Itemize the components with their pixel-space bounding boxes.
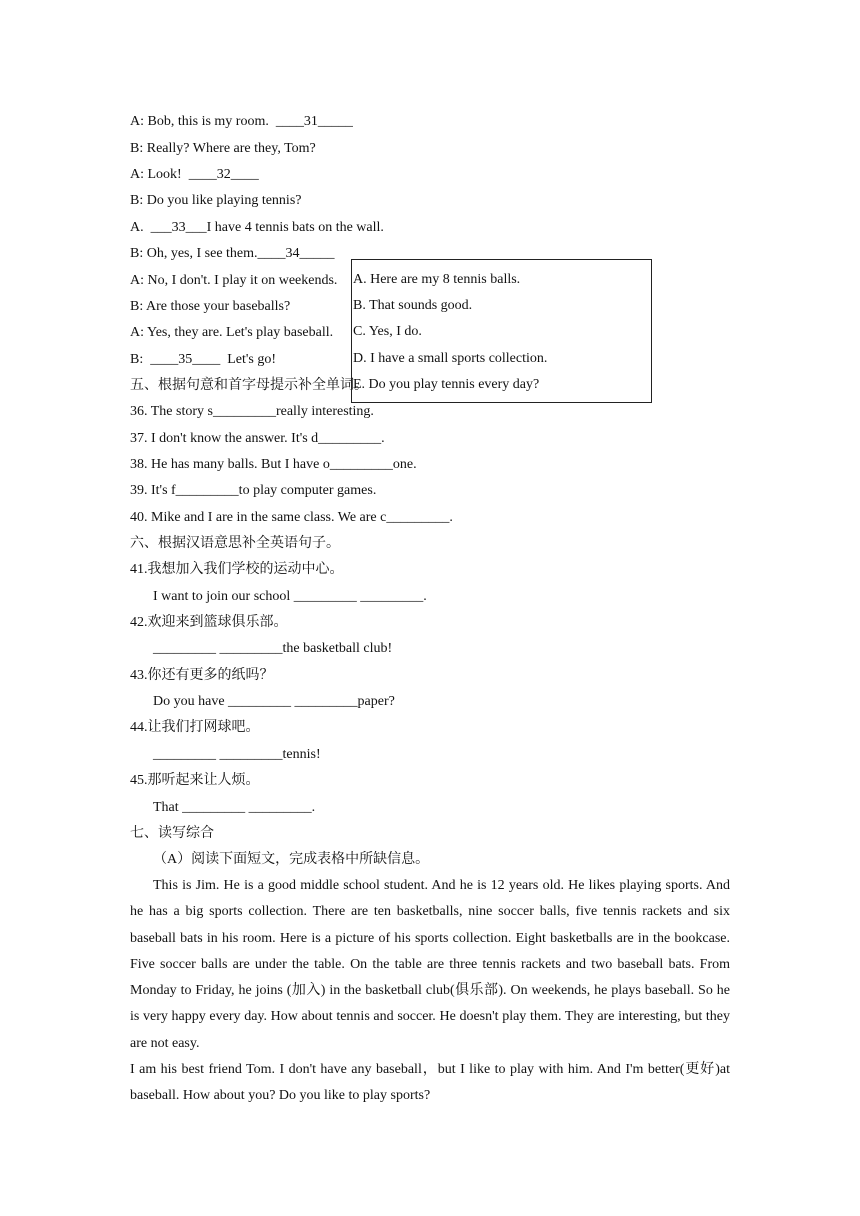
section7-subtitle: （A）阅读下面短文，完成表格中所缺信息。	[153, 852, 430, 867]
section6-title: 六、根据汉语意思补全英语句子。	[130, 536, 340, 551]
dialogue-line-8: B: Are those your baseballs?	[130, 299, 291, 314]
option-e: E. Do you play tennis every day?	[353, 377, 540, 392]
option-c: C. Yes, I do.	[353, 324, 422, 339]
blank-33: ___33___	[150, 220, 207, 235]
section5-title: 五、根据句意和首字母提示补全单词。	[130, 378, 368, 393]
question-43-cn: 43.你还有更多的纸吗？	[130, 668, 274, 683]
question-38: 38. He has many balls. But I have o_________one.	[130, 457, 417, 472]
blank-32: ____32____	[188, 167, 259, 182]
dialogue-line-10: B: ____35____ Let's go!	[130, 352, 277, 367]
question-41-en: I want to join our school _________ _________.	[153, 589, 427, 604]
blank-35: ____35____	[150, 352, 221, 367]
question-37: 37. I don't know the answer. It's d_________.	[130, 431, 385, 446]
dialogue-line-7: A: No, I don't. I play it on weekends.	[130, 273, 338, 288]
dialogue-line-9: A: Yes, they are. Let's play baseball.	[130, 325, 334, 340]
option-a: A. Here are my 8 tennis balls.	[353, 272, 521, 287]
option-b: B. That sounds good.	[353, 298, 473, 313]
question-43-en: Do you have _________ _________paper?	[153, 694, 395, 709]
question-44-en: _________ _________tennis!	[153, 747, 321, 762]
reading-passage	[130, 873, 730, 1110]
question-45-cn: 45.那听起来让人烦。	[130, 773, 260, 788]
question-40: 40. Mike and I are in the same class. We are c_________.	[130, 510, 453, 525]
question-45-en: That _________ _________.	[153, 800, 316, 815]
passage-paragraph-2: I am his best friend Tom. I don't have any baseball，but I like to play with him. And I'm better(更好)at baseball. How about you? Do you like to play sports?	[130, 1062, 730, 1104]
dialogue-line-4: B: Do you like playing tennis?	[130, 193, 302, 208]
passage-paragraph-1: This is Jim. He is a good middle school student. And he is 12 years old. He likes playing sports. And he has a big sports collection. There are ten basketballs, nine soccer balls, five tennis rackets and six baseball bats in his room. Here is a picture of his sports collection. Eight basketballs are in the bookcase. Five soccer balls are under the table. On the table are three tennis rackets and two baseball bats. From Monday to Friday, he joins (加入) in the basketball club(俱乐部). On weekends, he plays baseball. So he is very happy every day. How about tennis and soccer. He doesn't play them. They are interesting, but they are not easy.	[130, 878, 730, 1051]
dialogue-line-1: A: Bob, this is my room. ____31_____	[130, 114, 353, 129]
blank-34: ____34_____	[257, 246, 335, 261]
section7-title: 七、读写综合	[130, 826, 214, 841]
dialogue-line-3: A: Look! ____32____	[130, 167, 259, 182]
blank-31: ____31_____	[275, 114, 353, 129]
question-42-en: _________ _________the basketball club!	[153, 641, 393, 656]
dialogue-line-6: B: Oh, yes, I see them.____34_____	[130, 246, 335, 261]
question-39: 39. It's f_________to play computer games.	[130, 483, 377, 498]
option-d: D. I have a small sports collection.	[353, 351, 548, 366]
question-41-cn: 41.我想加入我们学校的运动中心。	[130, 562, 344, 577]
dialogue-line-2: B: Really? Where are they, Tom?	[130, 141, 316, 156]
dialogue-line-5: A. ___33___I have 4 tennis bats on the wall.	[130, 220, 384, 235]
question-42-cn: 42.欢迎来到篮球俱乐部。	[130, 615, 288, 630]
question-44-cn: 44.让我们打网球吧。	[130, 720, 260, 735]
question-36: 36. The story s_________really interesting.	[130, 404, 374, 419]
